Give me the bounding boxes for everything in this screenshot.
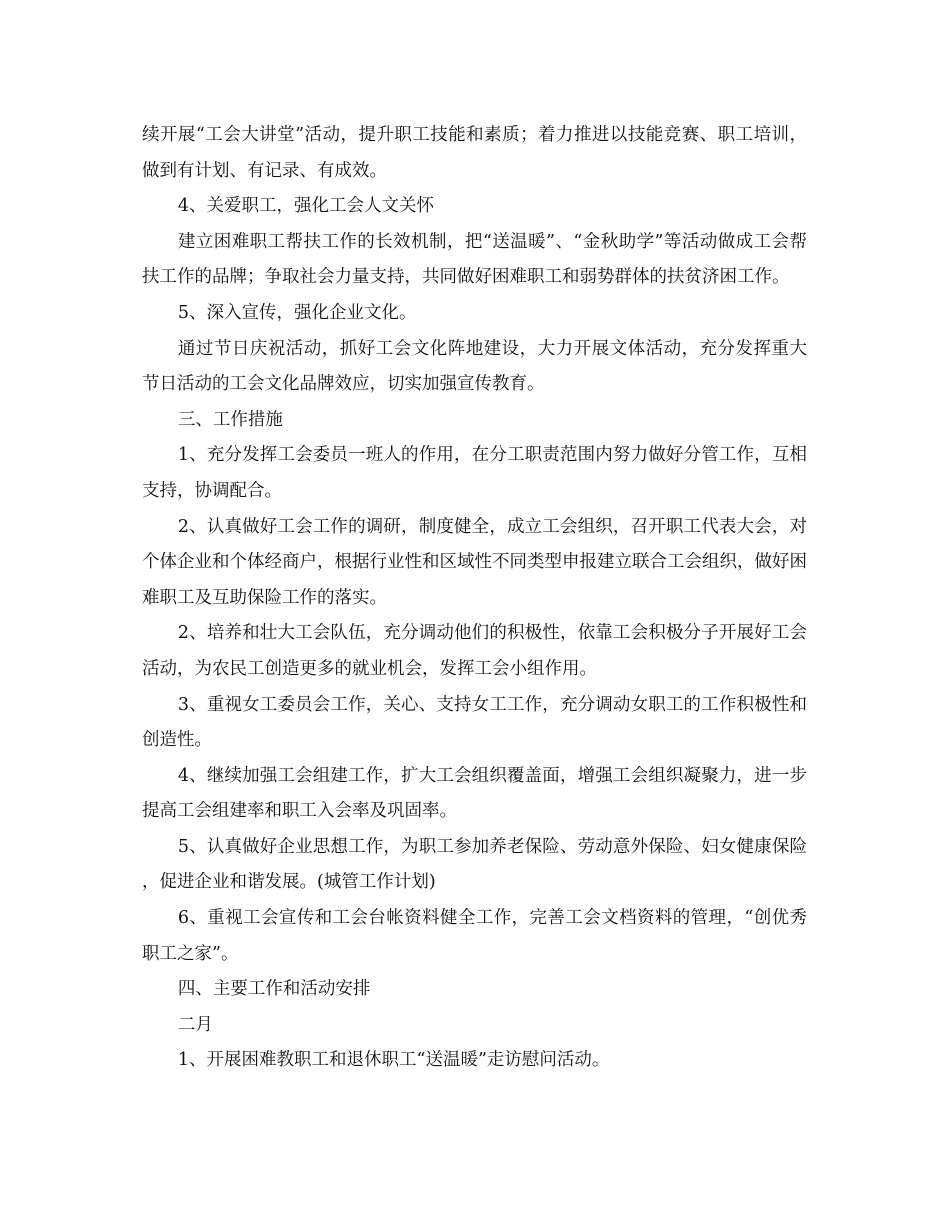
heading-publicity: 5、深入宣传，强化企业文化。 (177, 302, 417, 323)
measure-item-1: 1、充分发挥工会委员一班人的作用，在分工职责范围内努力做好分管工作，互相支持，协调配合。 (142, 445, 807, 501)
measure-item-6: 6、重视工会宣传和工会台帐资料健全工作，完善工会文档资料的管理，“创优秀职工之家”。 (142, 908, 807, 964)
month-heading-february: 二月 (177, 1014, 213, 1035)
schedule-item-1: 1、开展困难教职工和退休职工“送温暖”走访慰问活动。 (177, 1050, 610, 1071)
paragraph-1: 续开展“工会大讲堂”活动，提升职工技能和素质；着力推进以技能竞赛、职工培训，做到有计划、有记录、有成效。 (142, 125, 807, 181)
measure-item-3: 3、重视女工委员会工作，关心、支持女工工作，充分调动女职工的工作积极性和创造性。 (142, 694, 807, 751)
paragraph-3: 建立困难职工帮扶工作的长效机制，把“送温暖”、“金秋助学”等活动做成工会帮扶工作的品牌；争取社会力量支持，共同做好困难职工和弱势群体的扶贫济困工作。 (142, 231, 807, 288)
paragraph-5: 通过节日庆祝活动，抓好工会文化阵地建设，大力开展文体活动，充分发挥重大节日活动的工会文化品牌效应，切实加强宣传教育。 (142, 338, 807, 395)
section-heading-measures: 三、工作措施 (177, 409, 283, 430)
measure-item-4: 4、继续加强工会组建工作，扩大工会组织覆盖面，增强工会组织凝聚力，进一步提高工会组建率和职工入会率及巩固率。 (142, 765, 807, 822)
section-heading-schedule: 四、主要工作和活动安排 (177, 979, 371, 1000)
measure-item-2a: 2、认真做好工会工作的调研，制度健全，成立工会组织，召开职工代表大会，对个体企业和个体经商户，根据行业性和区域性不同类型申报建立联合工会组织，做好困难职工及互助保险工作的落实。 (142, 516, 807, 608)
document-body (142, 118, 807, 1079)
measure-item-5: 5、认真做好企业思想工作，为职工参加养老保险、劳动意外保险、妇女健康保险，促进企业和谐发展。(城管工作计划) (142, 836, 807, 893)
measure-item-2b: 2、培养和壮大工会队伍，充分调动他们的积极性，依靠工会积极分子开展好工会活动，为农民工创造更多的就业机会，发挥工会小组作用。 (142, 623, 807, 679)
heading-care-for-workers: 4、关爱职工，强化工会人文关怀 (177, 196, 435, 217)
